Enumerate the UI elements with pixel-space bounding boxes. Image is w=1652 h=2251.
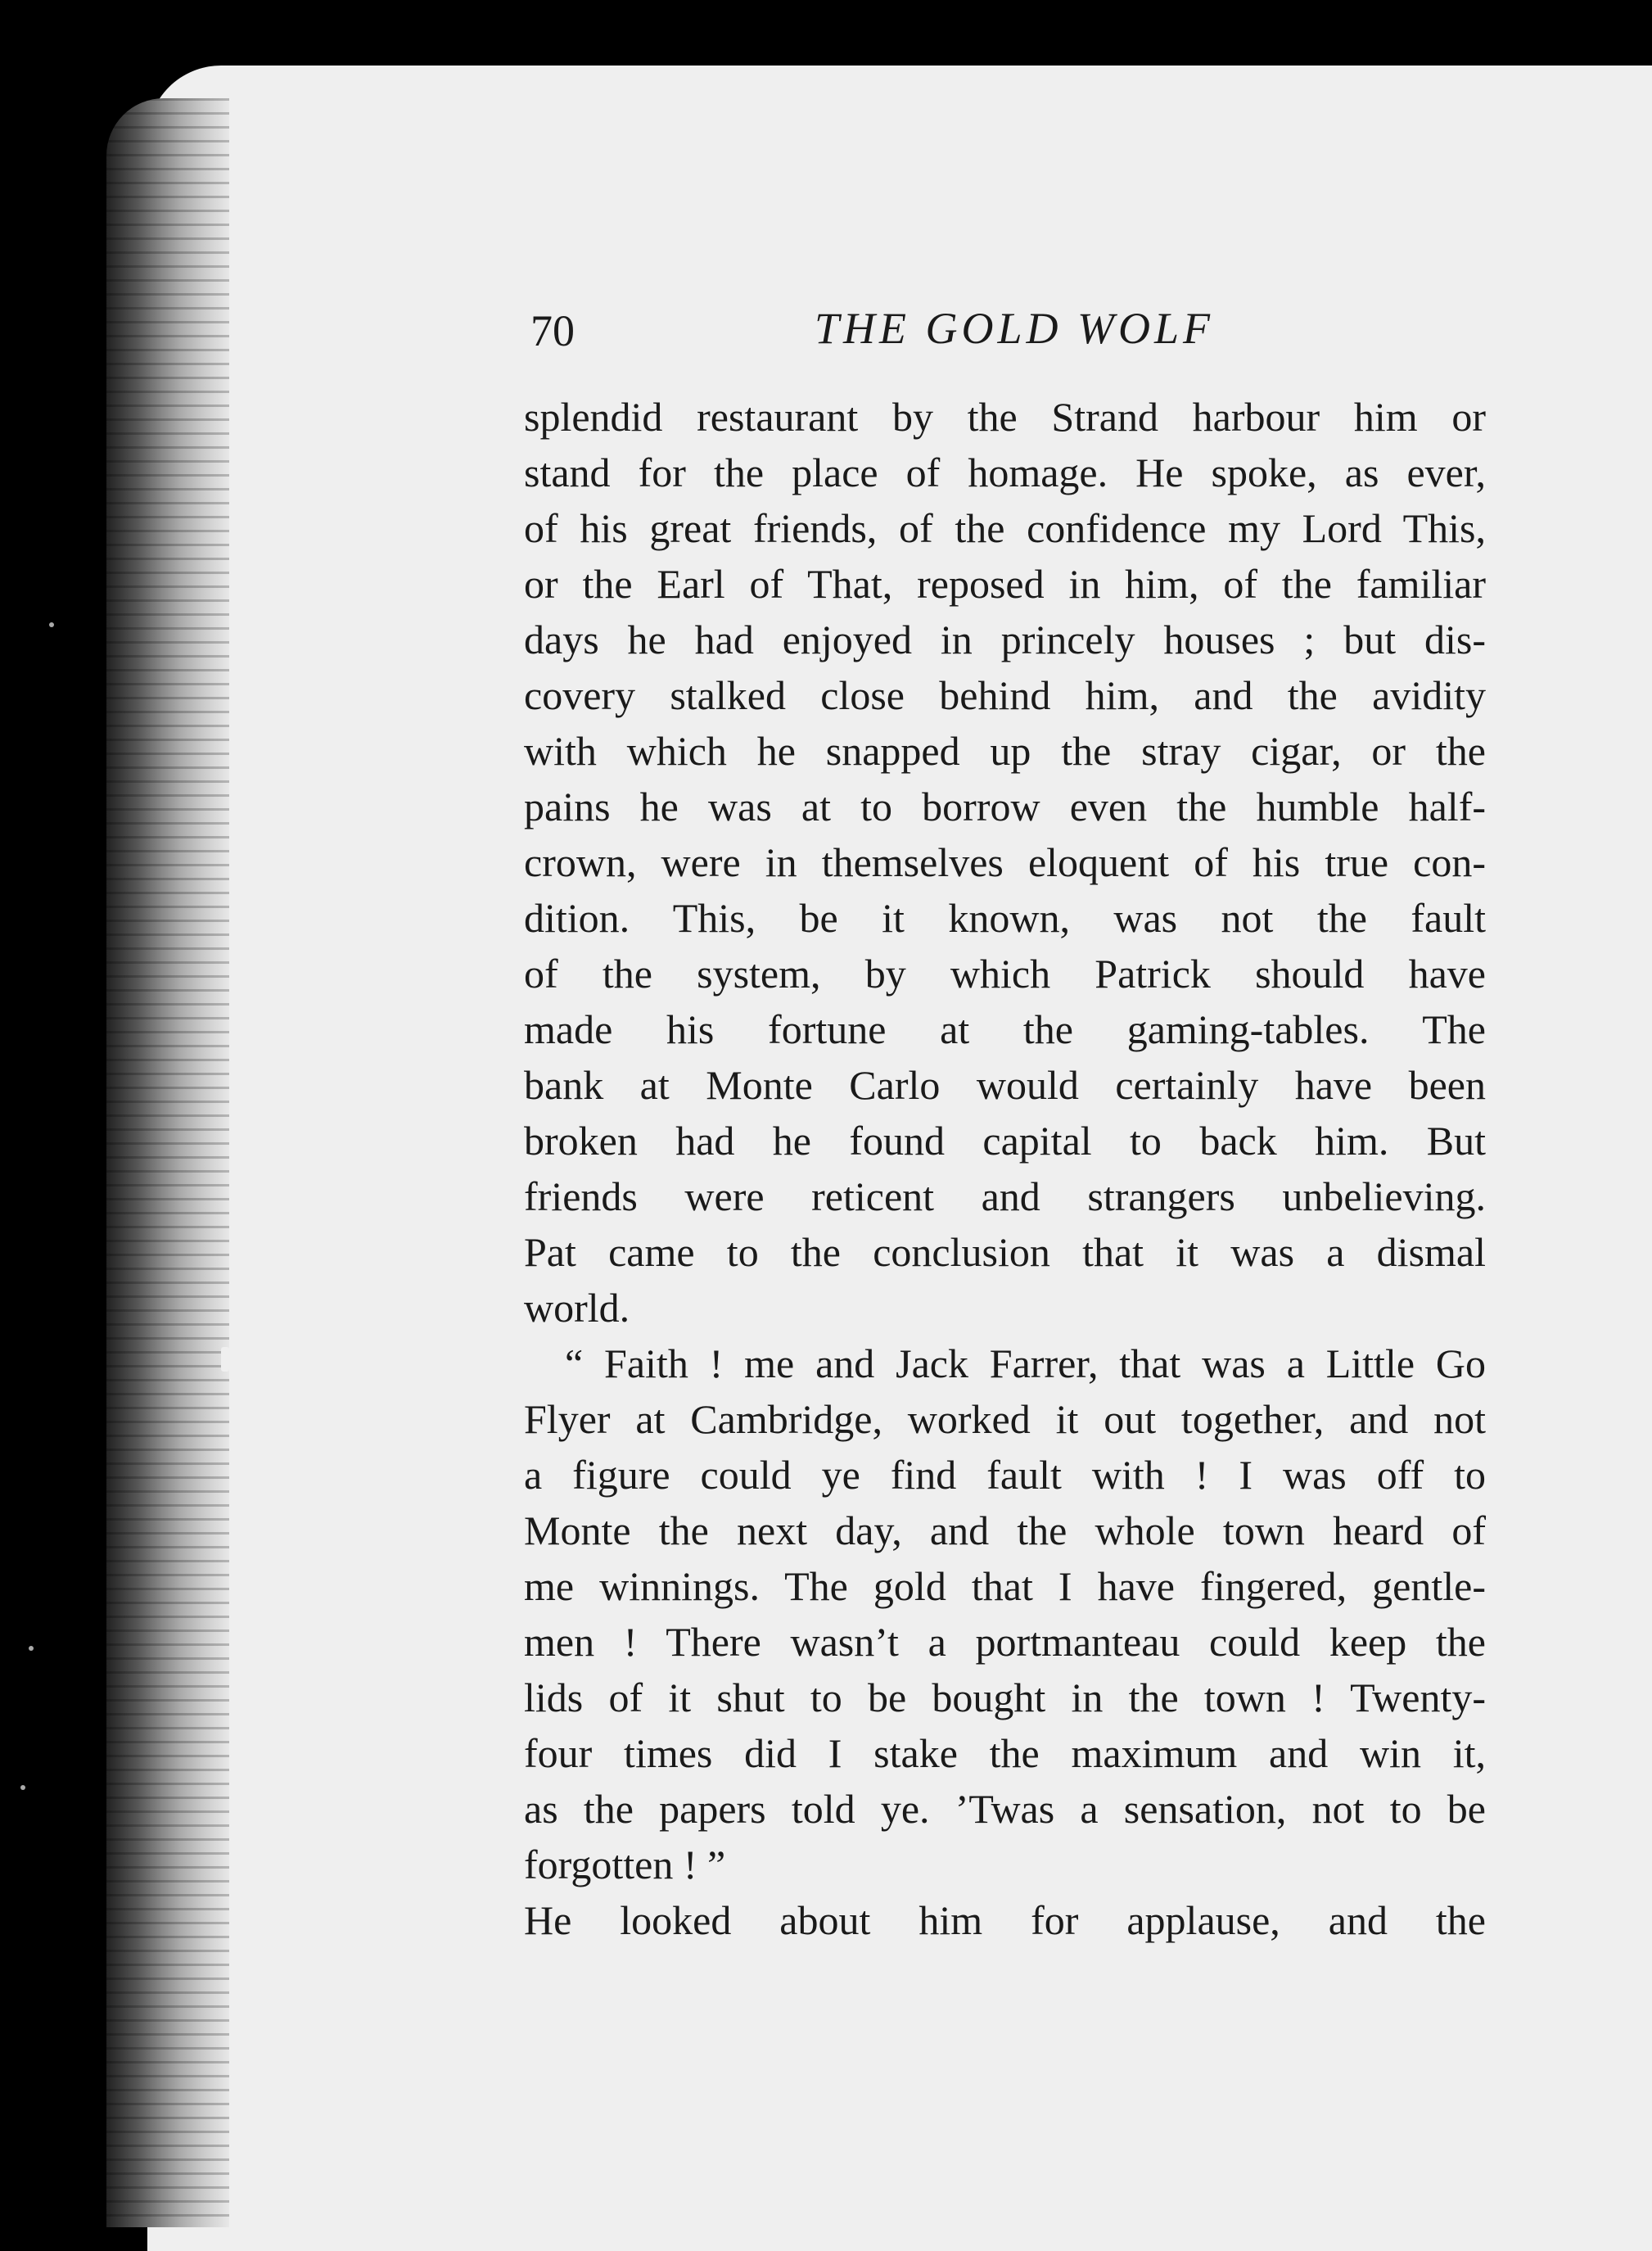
page-number: 70 — [530, 306, 575, 355]
page-content — [524, 299, 1486, 1948]
text-line: splendid restaurant by the Strand harbour him or — [524, 394, 1486, 440]
body-text — [524, 389, 1486, 1948]
text-line: crown, were in themselves eloquent of his true con- — [524, 839, 1486, 885]
text-line: bank at Monte Carlo would certainly have been — [524, 1062, 1486, 1108]
text-line: He looked about him for applause, and the — [524, 1897, 1486, 1943]
text-line: with which he snapped up the stray cigar, or the — [524, 728, 1486, 774]
text-line: or the Earl of That, reposed in him, of the familiar — [524, 561, 1486, 607]
text-line: men ! There wasn’t a portmanteau could keep the — [524, 1619, 1486, 1665]
text-line: Monte the next day, and the whole town heard of — [524, 1507, 1486, 1553]
text-line: days he had enjoyed in princely houses ; but dis- — [524, 617, 1486, 662]
text-line: made his fortune at the gaming-tables. The — [524, 1006, 1486, 1052]
text-line: friends were reticent and strangers unbelieving. — [524, 1173, 1486, 1219]
text-line: Pat came to the conclusion that it was a dismal — [524, 1229, 1486, 1275]
text-line: world. — [524, 1285, 630, 1331]
text-line: of the system, by which Patrick should have — [524, 951, 1486, 997]
text-line: covery stalked close behind him, and the avidity — [524, 672, 1486, 718]
text-line: pains he was at to borrow even the humble half- — [524, 784, 1486, 829]
text-line: “ Faith ! me and Jack Farrer, that was a Little Go — [565, 1340, 1486, 1386]
text-line: a figure could ye find fault with ! I was off to — [524, 1452, 1486, 1498]
margin-mark — [221, 1347, 229, 1372]
text-line: broken had he found capital to back him. But — [524, 1118, 1486, 1164]
text-line: me winnings. The gold that I have fingered, gentle- — [524, 1563, 1486, 1609]
dust-speck — [49, 622, 54, 627]
text-line: of his great friends, of the confidence my Lord This, — [524, 505, 1486, 551]
dust-speck — [20, 1785, 25, 1790]
text-line: forgotten ! ” — [524, 1842, 726, 1887]
running-title: THE GOLD WOLF — [815, 304, 1215, 353]
text-line: four times did I stake the maximum and win it, — [524, 1730, 1486, 1776]
dust-speck — [29, 1646, 34, 1651]
page-header — [524, 299, 1486, 389]
text-line: lids of it shut to be bought in the town ! Twenty- — [524, 1675, 1486, 1720]
text-line: as the papers told ye. ’Twas a sensation, not to be — [524, 1786, 1486, 1832]
text-line: Flyer at Cambridge, worked it out together, and not — [524, 1396, 1486, 1442]
text-line: stand for the place of homage. He spoke, as ever, — [524, 450, 1486, 495]
text-line: dition. This, be it known, was not the fault — [524, 895, 1486, 941]
page-edge-stack — [106, 98, 229, 2227]
